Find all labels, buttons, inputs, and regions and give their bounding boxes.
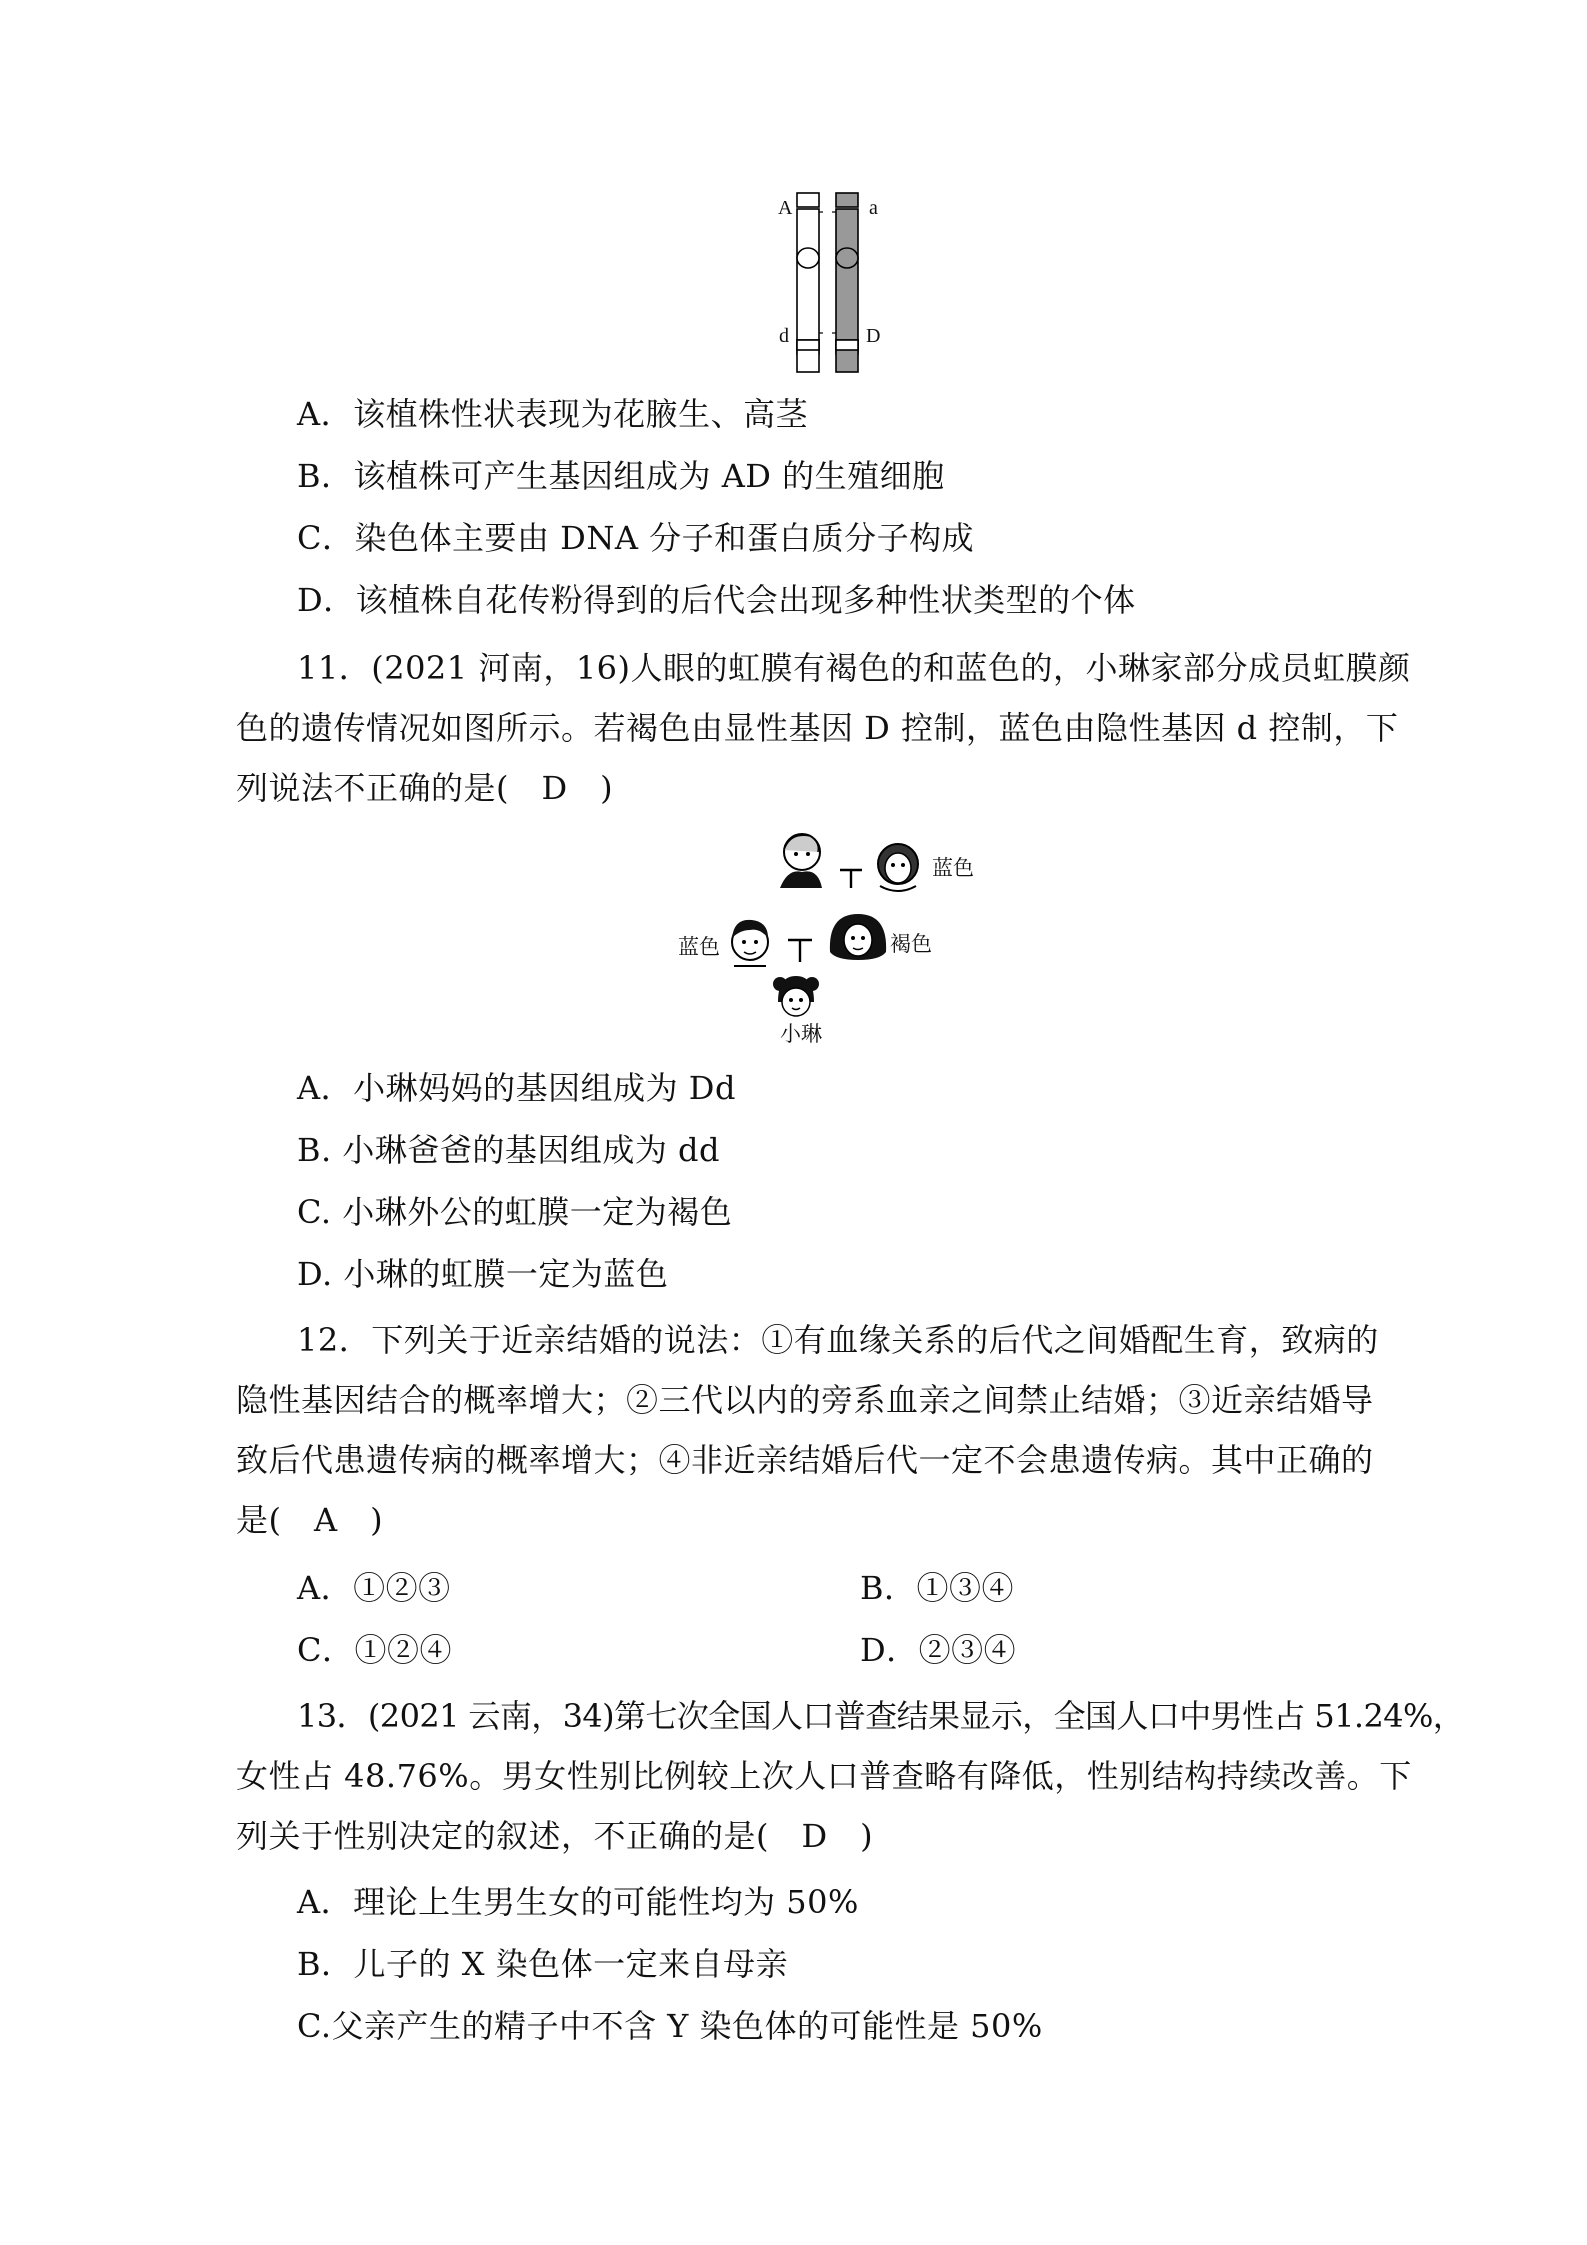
q11-stem-line-1: 11．(2021 河南，16)人眼的虹膜有褐色的和蓝色的，小琳家部分成员虹膜颜 [297, 649, 1411, 687]
q12-option-d: D．②③④ [860, 1631, 1017, 1669]
q13-option-a: A．理论上生男生女的可能性均为 50% [297, 1883, 859, 1921]
grandpa-face-icon [780, 834, 822, 888]
q10-option-d: D．该植株自花传粉得到的后代会出现多种性状类型的个体 [297, 581, 1136, 619]
grandma-eye-label: 蓝色 [932, 856, 974, 880]
q12-option-a: A．①②③ [297, 1569, 451, 1607]
child-face-icon [773, 976, 819, 1016]
q11-option-b: B. 小琳爸爸的基因组成为 dd [297, 1131, 721, 1169]
q12-stem-line-2: 隐性基因结合的概率增大；②三代以内的旁系血亲之间禁止结婚；③近亲结婚导 [236, 1381, 1374, 1419]
child-name-label: 小琳 [780, 1022, 822, 1046]
q13-stem-line-2: 女性占 48.76%。男女性别比例较上次人口普查略有降低，性别结构持续改善。下 [236, 1757, 1412, 1795]
q11-option-a: A．小琳妈妈的基因组成为 Dd [297, 1069, 736, 1107]
mom-eye-label: 褐色 [890, 932, 932, 956]
q11-option-d: D. 小琳的虹膜一定为蓝色 [297, 1255, 669, 1293]
allele-label-d: d [779, 325, 789, 347]
q11-stem-line-2: 色的遗传情况如图所示。若褐色由显性基因 D 控制，蓝色由隐性基因 d 控制，下 [236, 709, 1399, 747]
dad-eye-label: 蓝色 [678, 935, 720, 959]
q13-option-c: C.父亲产生的精子中不含 Y 染色体的可能性是 50% [297, 2007, 1043, 2045]
q10-option-c: C．染色体主要由 DNA 分子和蛋白质分子构成 [297, 519, 975, 557]
q10-option-b: B．该植株可产生基因组成为 AD 的生殖细胞 [297, 457, 945, 495]
mom-face-icon [830, 914, 886, 960]
q13-stem-line-1: 13．(2021 云南，34)第七次全国人口普查结果显示，全国人口中男性占 51.24%， [297, 1697, 1465, 1735]
dad-face-icon [732, 920, 768, 966]
q12-stem-line-4: 是( A ) [236, 1501, 384, 1539]
allele-label-a: a [869, 197, 878, 219]
grandma-face-icon [878, 844, 918, 891]
q12-option-b: B．①③④ [860, 1569, 1015, 1607]
allele-label-A: A [778, 197, 793, 219]
q13-stem-line-3: 列关于性别决定的叙述，不正确的是( D ) [236, 1817, 874, 1855]
q12-stem-line-1: 12．下列关于近亲结婚的说法：①有血缘关系的后代之间婚配生育，致病的 [297, 1321, 1379, 1359]
allele-label-D: D [866, 325, 881, 347]
q12-stem-line-3: 致后代患遗传病的概率增大；④非近亲结婚后代一定不会患遗传病。其中正确的 [236, 1441, 1374, 1479]
q12-option-c: C．①②④ [297, 1631, 452, 1669]
q13-option-b: B．儿子的 X 染色体一定来自母亲 [297, 1945, 789, 1983]
q11-option-c: C. 小琳外公的虹膜一定为褐色 [297, 1193, 733, 1231]
q11-stem-line-3: 列说法不正确的是( D ) [236, 769, 614, 807]
q10-option-a: A．该植株性状表现为花腋生、高茎 [297, 395, 809, 433]
